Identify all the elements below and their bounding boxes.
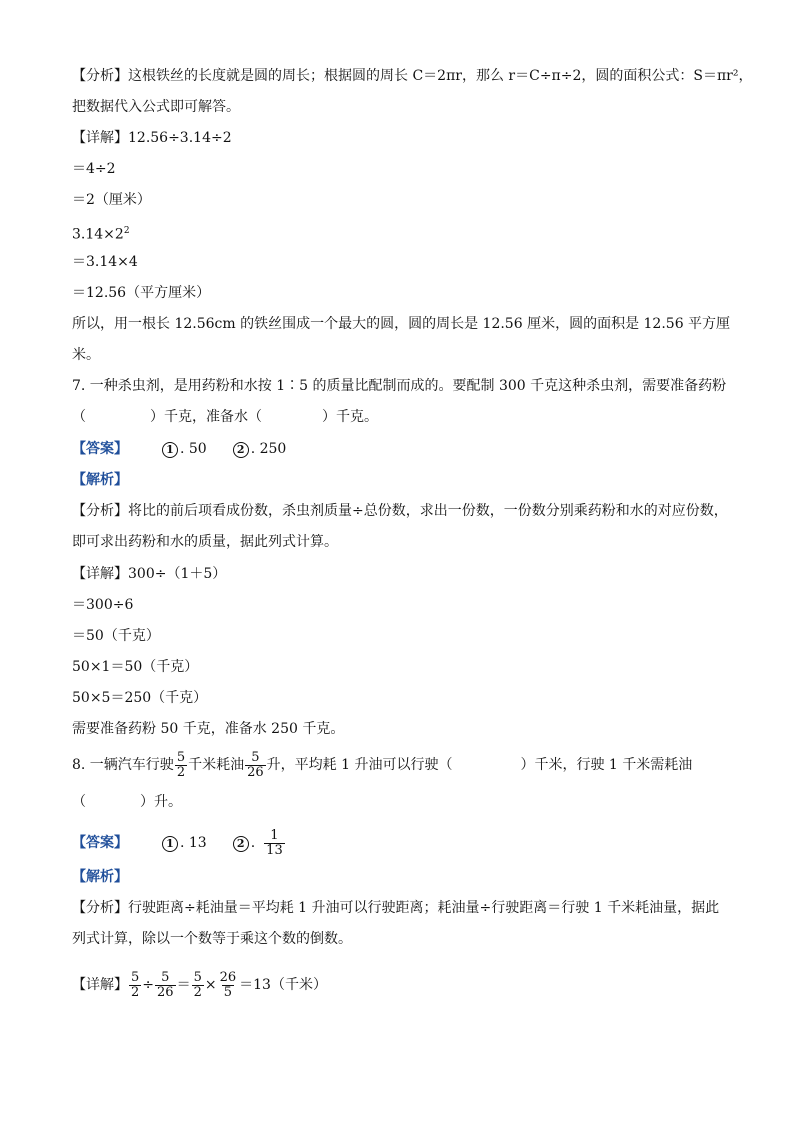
detail-step-base: 3.14×2 (72, 226, 124, 243)
detail-step: ＝4÷2 (72, 161, 116, 177)
analysis-text: 行驶距离÷耗油量＝平均耗 1 升油可以行驶距离；耗油量÷行驶距离＝行驶 1 千米耗油量，据此 (128, 900, 720, 916)
denominator: 26 (157, 984, 174, 1000)
detail-step: ＝12.56（平方厘米） (72, 285, 211, 301)
denominator: 2 (131, 984, 140, 1000)
denominator: 2 (176, 764, 186, 780)
numerator: 26 (219, 969, 237, 985)
denominator: 2 (193, 984, 202, 1000)
question-8-text-part: 千米耗油 (188, 757, 245, 773)
conclusion-line: 所以，用一根长 12.56cm 的铁丝围成一个最大的圆，圆的周长是 12.56 厘米，圆的面积是 12.56 平方厘 (72, 316, 731, 332)
detail-tag: 【详解】 (72, 977, 128, 993)
fraction (218, 971, 239, 1000)
question-8-blank-line (72, 792, 182, 812)
answer-tag: 【答案】 (72, 835, 128, 851)
numerator: 5 (176, 749, 186, 765)
circled-number: 2 (233, 442, 249, 458)
analysis-line (72, 501, 728, 521)
detail-step: 12.56÷3.14÷2 (128, 130, 232, 146)
question-8-text (72, 748, 692, 782)
paren-open: （ (72, 794, 86, 810)
answer-tag: 【答案】 (72, 441, 128, 457)
fraction (129, 971, 141, 1000)
paren-open: （ (72, 409, 86, 425)
answer-line (72, 826, 286, 860)
detail-step: ＝50（千克） (72, 628, 160, 644)
denominator: 26 (247, 764, 264, 780)
numerator: 5 (251, 749, 260, 765)
detail-tag: 【详解】 (72, 566, 128, 582)
jiexi-tag: 【解析】 (72, 472, 128, 488)
fraction (192, 971, 204, 1000)
fraction (155, 971, 176, 1000)
operator: ＝ (176, 977, 191, 993)
analysis-tag: 【分析】 (72, 503, 128, 519)
answer-dot: . (250, 835, 256, 851)
detail-line (72, 968, 327, 1002)
fraction (245, 751, 266, 780)
fraction (264, 829, 285, 858)
detail-step: 300÷（1＋5） (128, 566, 227, 582)
circled-number: 1 (162, 836, 178, 852)
analysis-line (72, 66, 752, 86)
numerator: 1 (270, 827, 279, 843)
fraction (175, 751, 187, 780)
circled-number: 2 (233, 836, 249, 852)
question-7-text-2: ）千克，准备水（ (150, 409, 262, 425)
detail-step: 50×5＝250（千克） (72, 690, 208, 706)
question-8-text-part: 升，平均耗 1 升油可以行驶（ (266, 757, 453, 773)
conclusion-line-2: 米。 (72, 347, 100, 363)
analysis-line-2: 即可求出药粉和水的质量，据此列式计算。 (72, 534, 338, 550)
detail-line (72, 128, 232, 148)
detail-step: ＝2（厘米） (72, 192, 151, 208)
analysis-text: 将比的前后项看成份数，杀虫剂质量÷总份数，求出一份数，一份数分别乘药粉和水的对应份数， (128, 503, 728, 519)
detail-step: ＝3.14×4 (72, 254, 138, 270)
question-7-text: 7. 一种杀虫剂，是用药粉和水按 1∶5 的质量比配制而成的。要配制 300 千克这种杀虫剂，需要准备药粉 (72, 378, 727, 394)
question-7-text-3: ）千克。 (322, 409, 378, 425)
analysis-line-2: 把数据代入公式即可解答。 (72, 99, 240, 115)
numerator: 5 (131, 969, 140, 985)
analysis-tag: 【分析】 (72, 900, 128, 916)
detail-tag: 【详解】 (72, 130, 128, 146)
answer-value: . 13 (180, 835, 207, 851)
answer-line (72, 439, 286, 459)
operator: ÷ (142, 977, 155, 993)
question-8-prefix: 8. 一辆汽车行驶 (72, 757, 174, 773)
operator: × (204, 977, 217, 993)
detail-step: 50×1＝50（千克） (72, 659, 199, 675)
question-8-text-part: ）升。 (140, 794, 182, 810)
answer-value: . 250 (250, 441, 287, 457)
detail-result: ＝13（千米） (239, 977, 327, 993)
denominator: 5 (223, 984, 232, 1000)
analysis-tag: 【分析】 (72, 68, 128, 84)
superscript: 2 (123, 226, 130, 236)
detail-step (72, 221, 130, 245)
numerator: 5 (193, 969, 202, 985)
analysis-line-2: 列式计算，除以一个数等于乘这个数的倒数。 (72, 931, 352, 947)
circled-number: 1 (162, 442, 178, 458)
analysis-line (72, 898, 719, 918)
conclusion-line: 需要准备药粉 50 千克，准备水 250 千克。 (72, 721, 345, 737)
jiexi-tag: 【解析】 (72, 869, 128, 885)
denominator: 13 (266, 842, 283, 858)
question-7-blanks (72, 407, 378, 427)
detail-step: ＝300÷6 (72, 597, 134, 613)
numerator: 5 (161, 969, 170, 985)
analysis-text: 这根铁丝的长度就是圆的周长；根据圆的周长 C＝2πr，那么 r＝C÷π÷2，圆的面积公式：S＝πr²， (128, 68, 753, 84)
detail-line (72, 564, 226, 584)
answer-value: . 50 (180, 441, 207, 457)
question-8-text-part: ）千米，行驶 1 千米需耗油 (520, 757, 693, 773)
